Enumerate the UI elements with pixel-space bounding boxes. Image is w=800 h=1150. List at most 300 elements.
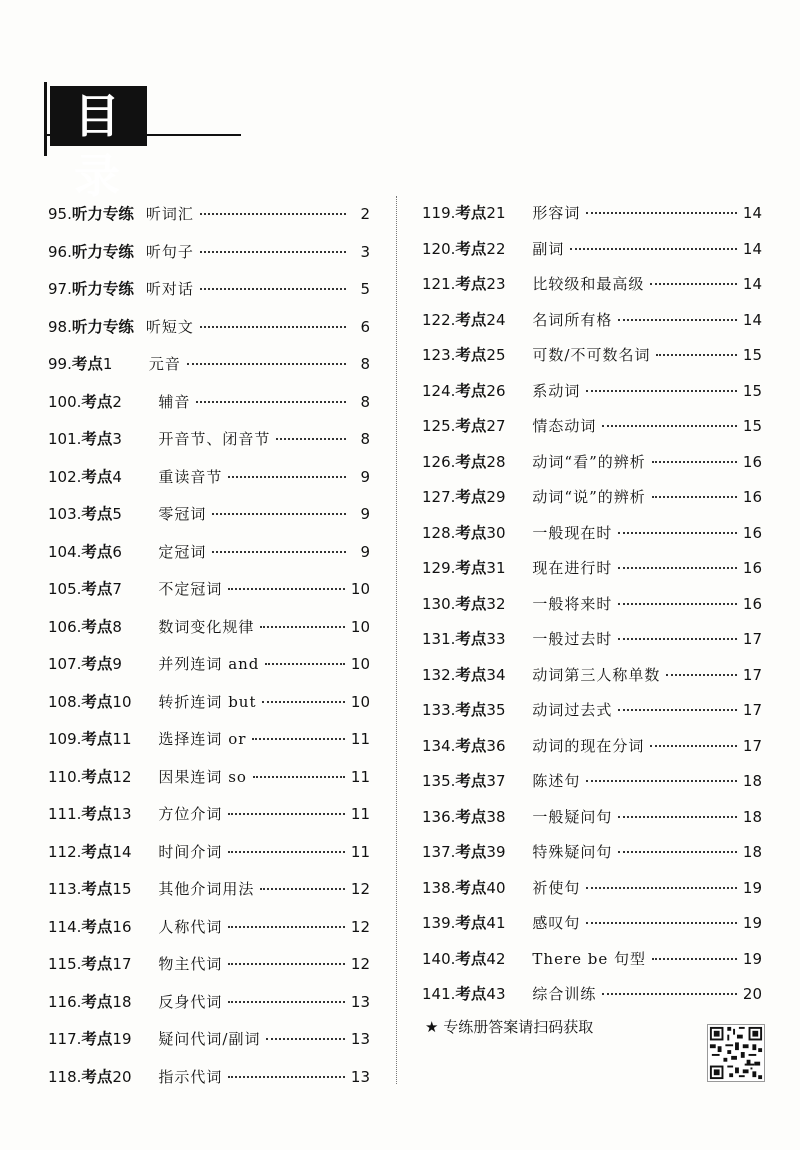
entry-label: 考点 (81, 1030, 113, 1048)
entry-point-number: 13 (112, 805, 132, 823)
entry-topic: There be 句型 (532, 949, 647, 968)
entry-topic: 因果连词 so (158, 767, 247, 786)
entry-point-number: 21 (486, 204, 506, 222)
entry-number: 140. (422, 949, 456, 968)
entry-number: 127. (422, 488, 456, 506)
entry-page-number: 11 (350, 842, 370, 861)
dot-leader (618, 319, 736, 321)
entry-label: 听力专练 (71, 242, 134, 261)
entry-topic: 形容词 (532, 204, 581, 222)
entry-page-number: 11 (350, 767, 370, 786)
dot-leader (228, 588, 344, 590)
entry-point-number: 27 (486, 417, 506, 435)
entry-point-number: 2 (112, 392, 122, 411)
entry-number: 110. (48, 767, 82, 786)
entry-label: 考点 (455, 878, 487, 897)
dot-leader (228, 963, 344, 965)
toc-entry (48, 496, 370, 534)
dot-leader (187, 363, 346, 365)
entry-page-number: 10 (350, 692, 370, 711)
dot-leader (650, 745, 736, 747)
dot-leader (652, 496, 737, 498)
dot-leader (200, 288, 346, 290)
entry-topic: 特殊疑问句 (532, 843, 613, 861)
entry-point-number: 16 (112, 917, 132, 936)
entry-label: 考点 (81, 880, 113, 898)
entry-number: 115. (48, 955, 82, 973)
entry-page-number: 16 (742, 488, 762, 506)
entry-topic: 时间介词 (158, 842, 223, 861)
toc-entry (48, 309, 370, 347)
entry-label: 考点 (455, 949, 487, 968)
toc-entry (48, 571, 370, 609)
dot-leader (618, 567, 736, 569)
dot-leader (618, 532, 736, 534)
entry-number: 133. (422, 701, 456, 719)
dot-leader (618, 638, 736, 640)
toc-entry (48, 796, 370, 834)
entry-point-number: 24 (486, 310, 506, 329)
entry-label: 考点 (455, 523, 487, 542)
entry-page-number: 11 (350, 805, 370, 823)
entry-number: 131. (422, 630, 456, 648)
toc-entry (422, 906, 762, 942)
toc-entry (48, 534, 370, 572)
entry-point-number: 8 (112, 617, 122, 636)
toc-entry (48, 871, 370, 909)
entry-number: 123. (422, 346, 456, 364)
entry-label: 考点 (81, 730, 113, 748)
entry-page-number: 19 (742, 914, 762, 932)
column-divider (396, 196, 397, 1084)
entry-page-number: 12 (350, 917, 370, 936)
entry-label: 考点 (81, 467, 113, 486)
entry-page-number: 9 (360, 542, 370, 561)
entry-point-number: 10 (112, 692, 132, 711)
entry-label: 考点 (455, 488, 487, 506)
entry-topic: 一般将来时 (532, 594, 613, 613)
entry-topic: 一般疑问句 (532, 807, 613, 826)
toc-entry (422, 693, 762, 729)
entry-number: 134. (422, 736, 456, 755)
entry-number: 130. (422, 594, 456, 613)
toc-entry (422, 764, 762, 800)
entry-number: 103. (48, 505, 82, 523)
entry-point-number: 40 (486, 878, 506, 897)
entry-topic: 副词 (532, 239, 565, 258)
dot-leader (586, 887, 736, 889)
entry-topic: 选择连词 or (158, 730, 247, 748)
entry-label: 考点 (81, 505, 113, 523)
entry-page-number: 15 (742, 381, 762, 400)
entry-point-number: 12 (112, 767, 132, 786)
entry-point-number: 29 (486, 488, 506, 506)
toc-entry (48, 234, 370, 272)
toc-entry (48, 759, 370, 797)
entry-point-number: 31 (486, 559, 506, 577)
entry-page-number: 2 (360, 205, 370, 223)
entry-topic: 数词变化规律 (158, 617, 255, 636)
entry-label: 考点 (81, 430, 113, 448)
entry-number: 124. (422, 381, 456, 400)
entry-number: 126. (422, 452, 456, 471)
entry-point-number: 23 (486, 275, 506, 293)
entry-topic: 辅音 (158, 392, 191, 411)
entry-page-number: 10 (350, 580, 370, 598)
entry-page-number: 9 (360, 505, 370, 523)
toc-entry (422, 445, 762, 481)
entry-label: 考点 (455, 701, 487, 719)
entry-number: 118. (48, 1067, 82, 1086)
entry-point-number: 17 (112, 955, 132, 973)
entry-topic: 现在进行时 (532, 559, 613, 577)
entry-label: 考点 (81, 542, 113, 561)
entry-topic: 元音 (148, 355, 181, 373)
entry-topic: 零冠词 (158, 505, 207, 523)
entry-label: 考点 (455, 736, 487, 755)
entry-page-number: 18 (742, 843, 762, 861)
entry-point-number: 37 (486, 772, 506, 790)
entry-number: 113. (48, 880, 82, 898)
entry-topic: 一般过去时 (532, 630, 613, 648)
page-title: 目录 (50, 86, 147, 146)
entry-label: 考点 (455, 665, 487, 684)
entry-topic: 人称代词 (158, 917, 223, 936)
entry-page-number: 5 (360, 280, 370, 298)
toc-entry (48, 271, 370, 309)
entry-topic: 动词“说”的辨析 (532, 488, 646, 506)
entry-label: 考点 (81, 692, 113, 711)
entry-page-number: 14 (742, 239, 762, 258)
entry-label: 考点 (81, 955, 113, 973)
entry-page-number: 8 (360, 355, 370, 373)
entry-topic: 感叹句 (532, 914, 581, 932)
entry-label: 考点 (81, 580, 113, 598)
answer-note: ★ 专练册答案请扫码获取 (425, 1018, 594, 1036)
toc-entry (422, 374, 762, 410)
entry-number: 137. (422, 843, 456, 861)
dot-leader (618, 603, 736, 605)
dot-leader (618, 709, 736, 711)
entry-label: 考点 (455, 239, 487, 258)
dot-leader (260, 626, 344, 628)
dot-leader (200, 326, 346, 328)
entry-number: 120. (422, 239, 456, 258)
dot-leader (602, 993, 736, 995)
toc-entry (422, 303, 762, 339)
dot-leader (586, 922, 736, 924)
entry-point-number: 35 (486, 701, 506, 719)
entry-topic: 动词的现在分词 (532, 736, 645, 755)
toc-entry (422, 267, 762, 303)
toc-entry (422, 409, 762, 445)
toc-entry (48, 684, 370, 722)
entry-label: 考点 (455, 452, 487, 471)
toc-entry (422, 338, 762, 374)
toc-left-column (48, 196, 370, 1096)
entry-label: 考点 (81, 655, 113, 673)
entry-number: 99. (48, 355, 72, 373)
toc-entry (48, 346, 370, 384)
entry-topic: 祈使句 (532, 878, 581, 897)
toc-entry (422, 942, 762, 978)
entry-point-number: 19 (112, 1030, 132, 1048)
dot-leader (252, 738, 345, 740)
entry-point-number: 32 (486, 594, 506, 613)
entry-topic: 指示代词 (158, 1067, 223, 1086)
dot-leader (253, 776, 345, 778)
entry-point-number: 28 (486, 452, 506, 471)
entry-page-number: 12 (350, 880, 370, 898)
entry-point-number: 9 (112, 655, 122, 673)
entry-point-number: 22 (486, 239, 506, 258)
entry-page-number: 13 (350, 992, 370, 1011)
entry-point-number: 14 (112, 842, 132, 861)
entry-label: 考点 (455, 275, 487, 293)
entry-number: 100. (48, 392, 82, 411)
entry-number: 101. (48, 430, 82, 448)
entry-point-number: 39 (486, 843, 506, 861)
entry-number: 95. (48, 205, 72, 223)
entry-label: 考点 (455, 346, 487, 364)
entry-number: 132. (422, 665, 456, 684)
entry-topic: 陈述句 (532, 772, 581, 790)
entry-topic: 重读音节 (158, 467, 223, 486)
entry-number: 96. (48, 242, 72, 261)
entry-topic: 一般现在时 (532, 523, 613, 542)
entry-number: 102. (48, 467, 82, 486)
entry-page-number: 16 (742, 452, 762, 471)
entry-page-number: 17 (742, 665, 762, 684)
entry-label: 听力专练 (71, 205, 134, 223)
entry-topic: 转折连词 but (158, 692, 257, 711)
entry-number: 135. (422, 772, 456, 790)
entry-topic: 动词过去式 (532, 701, 613, 719)
entry-point-number: 43 (486, 985, 506, 1003)
entry-label: 考点 (455, 807, 487, 826)
entry-label: 考点 (455, 594, 487, 613)
entry-point-number: 4 (112, 467, 122, 486)
entry-page-number: 12 (350, 955, 370, 973)
entry-topic: 听对话 (145, 280, 194, 298)
toc-entry (48, 646, 370, 684)
entry-number: 104. (48, 542, 82, 561)
entry-number: 125. (422, 417, 456, 435)
entry-point-number: 41 (486, 914, 506, 932)
entry-label: 听力专练 (71, 280, 134, 298)
toc-entry (48, 984, 370, 1022)
entry-topic: 动词第三人称单数 (532, 665, 661, 684)
dot-leader (212, 513, 346, 515)
entry-page-number: 19 (742, 878, 762, 897)
entry-page-number: 14 (742, 310, 762, 329)
entry-page-number: 9 (360, 467, 370, 486)
entry-point-number: 20 (112, 1067, 132, 1086)
entry-point-number: 5 (112, 505, 122, 523)
entry-label: 考点 (455, 914, 487, 932)
entry-point-number: 33 (486, 630, 506, 648)
toc-entry (48, 609, 370, 647)
entry-number: 106. (48, 617, 82, 636)
dot-leader (266, 1038, 344, 1040)
entry-label: 考点 (455, 310, 487, 329)
entry-number: 112. (48, 842, 82, 861)
entry-label: 考点 (81, 767, 113, 786)
entry-page-number: 10 (350, 655, 370, 673)
entry-point-number: 15 (112, 880, 132, 898)
toc-entry (422, 480, 762, 516)
entry-point-number: 34 (486, 665, 506, 684)
entry-point-number: 11 (112, 730, 132, 748)
entry-label: 考点 (81, 805, 113, 823)
dot-leader (650, 283, 736, 285)
entry-label: 考点 (455, 630, 487, 648)
entry-page-number: 15 (742, 346, 762, 364)
toc-entry (48, 1059, 370, 1097)
entry-point-number: 1 (102, 355, 113, 373)
entry-topic: 开音节、闭音节 (158, 430, 271, 448)
toc-entry (48, 459, 370, 497)
entry-page-number: 15 (742, 417, 762, 435)
entry-point-number: 7 (112, 580, 122, 598)
entry-topic: 其他介词用法 (158, 880, 255, 898)
dot-leader (262, 701, 344, 703)
entry-point-number: 36 (486, 736, 506, 755)
entry-label: 考点 (455, 417, 487, 435)
entry-label: 听力专练 (71, 317, 134, 336)
entry-topic: 疑问代词/副词 (158, 1030, 261, 1048)
entry-label: 考点 (455, 204, 487, 222)
toc-entry (422, 835, 762, 871)
dot-leader (666, 674, 736, 676)
entry-point-number: 42 (486, 949, 506, 968)
entry-page-number: 18 (742, 807, 762, 826)
dot-leader (586, 780, 736, 782)
entry-number: 107. (48, 655, 82, 673)
toc-entry (422, 977, 762, 1013)
entry-number: 136. (422, 807, 456, 826)
dot-leader (228, 1001, 344, 1003)
entry-number: 105. (48, 580, 82, 598)
entry-topic: 物主代词 (158, 955, 223, 973)
entry-number: 141. (422, 985, 456, 1003)
entry-number: 114. (48, 917, 82, 936)
entry-label: 考点 (81, 617, 113, 636)
entry-point-number: 18 (112, 992, 132, 1011)
dot-leader (260, 888, 344, 890)
entry-topic: 综合训练 (532, 985, 597, 1003)
entry-label: 考点 (81, 1067, 113, 1086)
toc-entry (48, 196, 370, 234)
entry-number: 119. (422, 204, 456, 222)
dot-leader (228, 813, 344, 815)
dot-leader (228, 926, 344, 928)
entry-label: 考点 (455, 381, 487, 400)
entry-page-number: 14 (742, 204, 762, 222)
toc-entry (422, 800, 762, 836)
entry-label: 考点 (455, 985, 487, 1003)
toc-entry (48, 909, 370, 947)
entry-topic: 并列连词 and (158, 655, 260, 673)
entry-number: 117. (48, 1030, 82, 1048)
entry-topic: 定冠词 (158, 542, 207, 561)
entry-topic: 比较级和最高级 (532, 275, 645, 293)
entry-point-number: 30 (486, 523, 506, 542)
entry-page-number: 17 (742, 736, 762, 755)
entry-number: 138. (422, 878, 456, 897)
entry-topic: 可数/不可数名词 (532, 346, 651, 364)
header-vertical-rule (44, 82, 47, 156)
toc-entry (48, 946, 370, 984)
dot-leader (212, 551, 346, 553)
entry-topic: 听短文 (145, 317, 194, 336)
entry-label: 考点 (455, 559, 487, 577)
entry-topic: 名词所有格 (532, 310, 613, 329)
toc-entry (422, 232, 762, 268)
entry-page-number: 8 (360, 430, 370, 448)
toc-entry (422, 587, 762, 623)
entry-label: 考点 (455, 772, 487, 790)
entry-label: 考点 (81, 917, 113, 936)
entry-topic: 听句子 (145, 242, 194, 261)
dot-leader (586, 212, 736, 214)
entry-number: 129. (422, 559, 456, 577)
dot-leader (586, 390, 736, 392)
entry-topic: 系动词 (532, 381, 581, 400)
entry-point-number: 26 (486, 381, 506, 400)
toc-entry (48, 384, 370, 422)
dot-leader (276, 438, 346, 440)
entry-number: 121. (422, 275, 456, 293)
entry-point-number: 38 (486, 807, 506, 826)
dot-leader (570, 248, 736, 250)
dot-leader (652, 461, 737, 463)
dot-leader (228, 851, 344, 853)
entry-point-number: 3 (112, 430, 122, 448)
entry-page-number: 6 (360, 317, 370, 336)
entry-page-number: 17 (742, 630, 762, 648)
dot-leader (618, 816, 736, 818)
entry-topic: 听词汇 (145, 205, 194, 223)
entry-label: 考点 (81, 842, 113, 861)
toc-entry (48, 1021, 370, 1059)
entry-page-number: 3 (360, 242, 370, 261)
entry-point-number: 6 (112, 542, 122, 561)
entry-page-number: 17 (742, 701, 762, 719)
entry-topic: 动词“看”的辨析 (532, 452, 646, 471)
entry-number: 139. (422, 914, 456, 932)
toc-entry (48, 721, 370, 759)
entry-page-number: 20 (742, 985, 762, 1003)
entry-number: 97. (48, 280, 72, 298)
entry-label: 考点 (81, 992, 113, 1011)
qr-code-icon[interactable] (707, 1024, 765, 1082)
entry-page-number: 19 (742, 949, 762, 968)
toc-entry (422, 516, 762, 552)
entry-point-number: 25 (486, 346, 506, 364)
entry-page-number: 14 (742, 275, 762, 293)
entry-label: 考点 (71, 355, 103, 373)
dot-leader (196, 401, 346, 403)
entry-label: 考点 (81, 392, 113, 411)
entry-label: 考点 (455, 843, 487, 861)
toc-entry (422, 729, 762, 765)
toc-entry (422, 658, 762, 694)
toc-entry (422, 196, 762, 232)
dot-leader (228, 1076, 344, 1078)
toc-entry (422, 622, 762, 658)
entry-page-number: 16 (742, 594, 762, 613)
